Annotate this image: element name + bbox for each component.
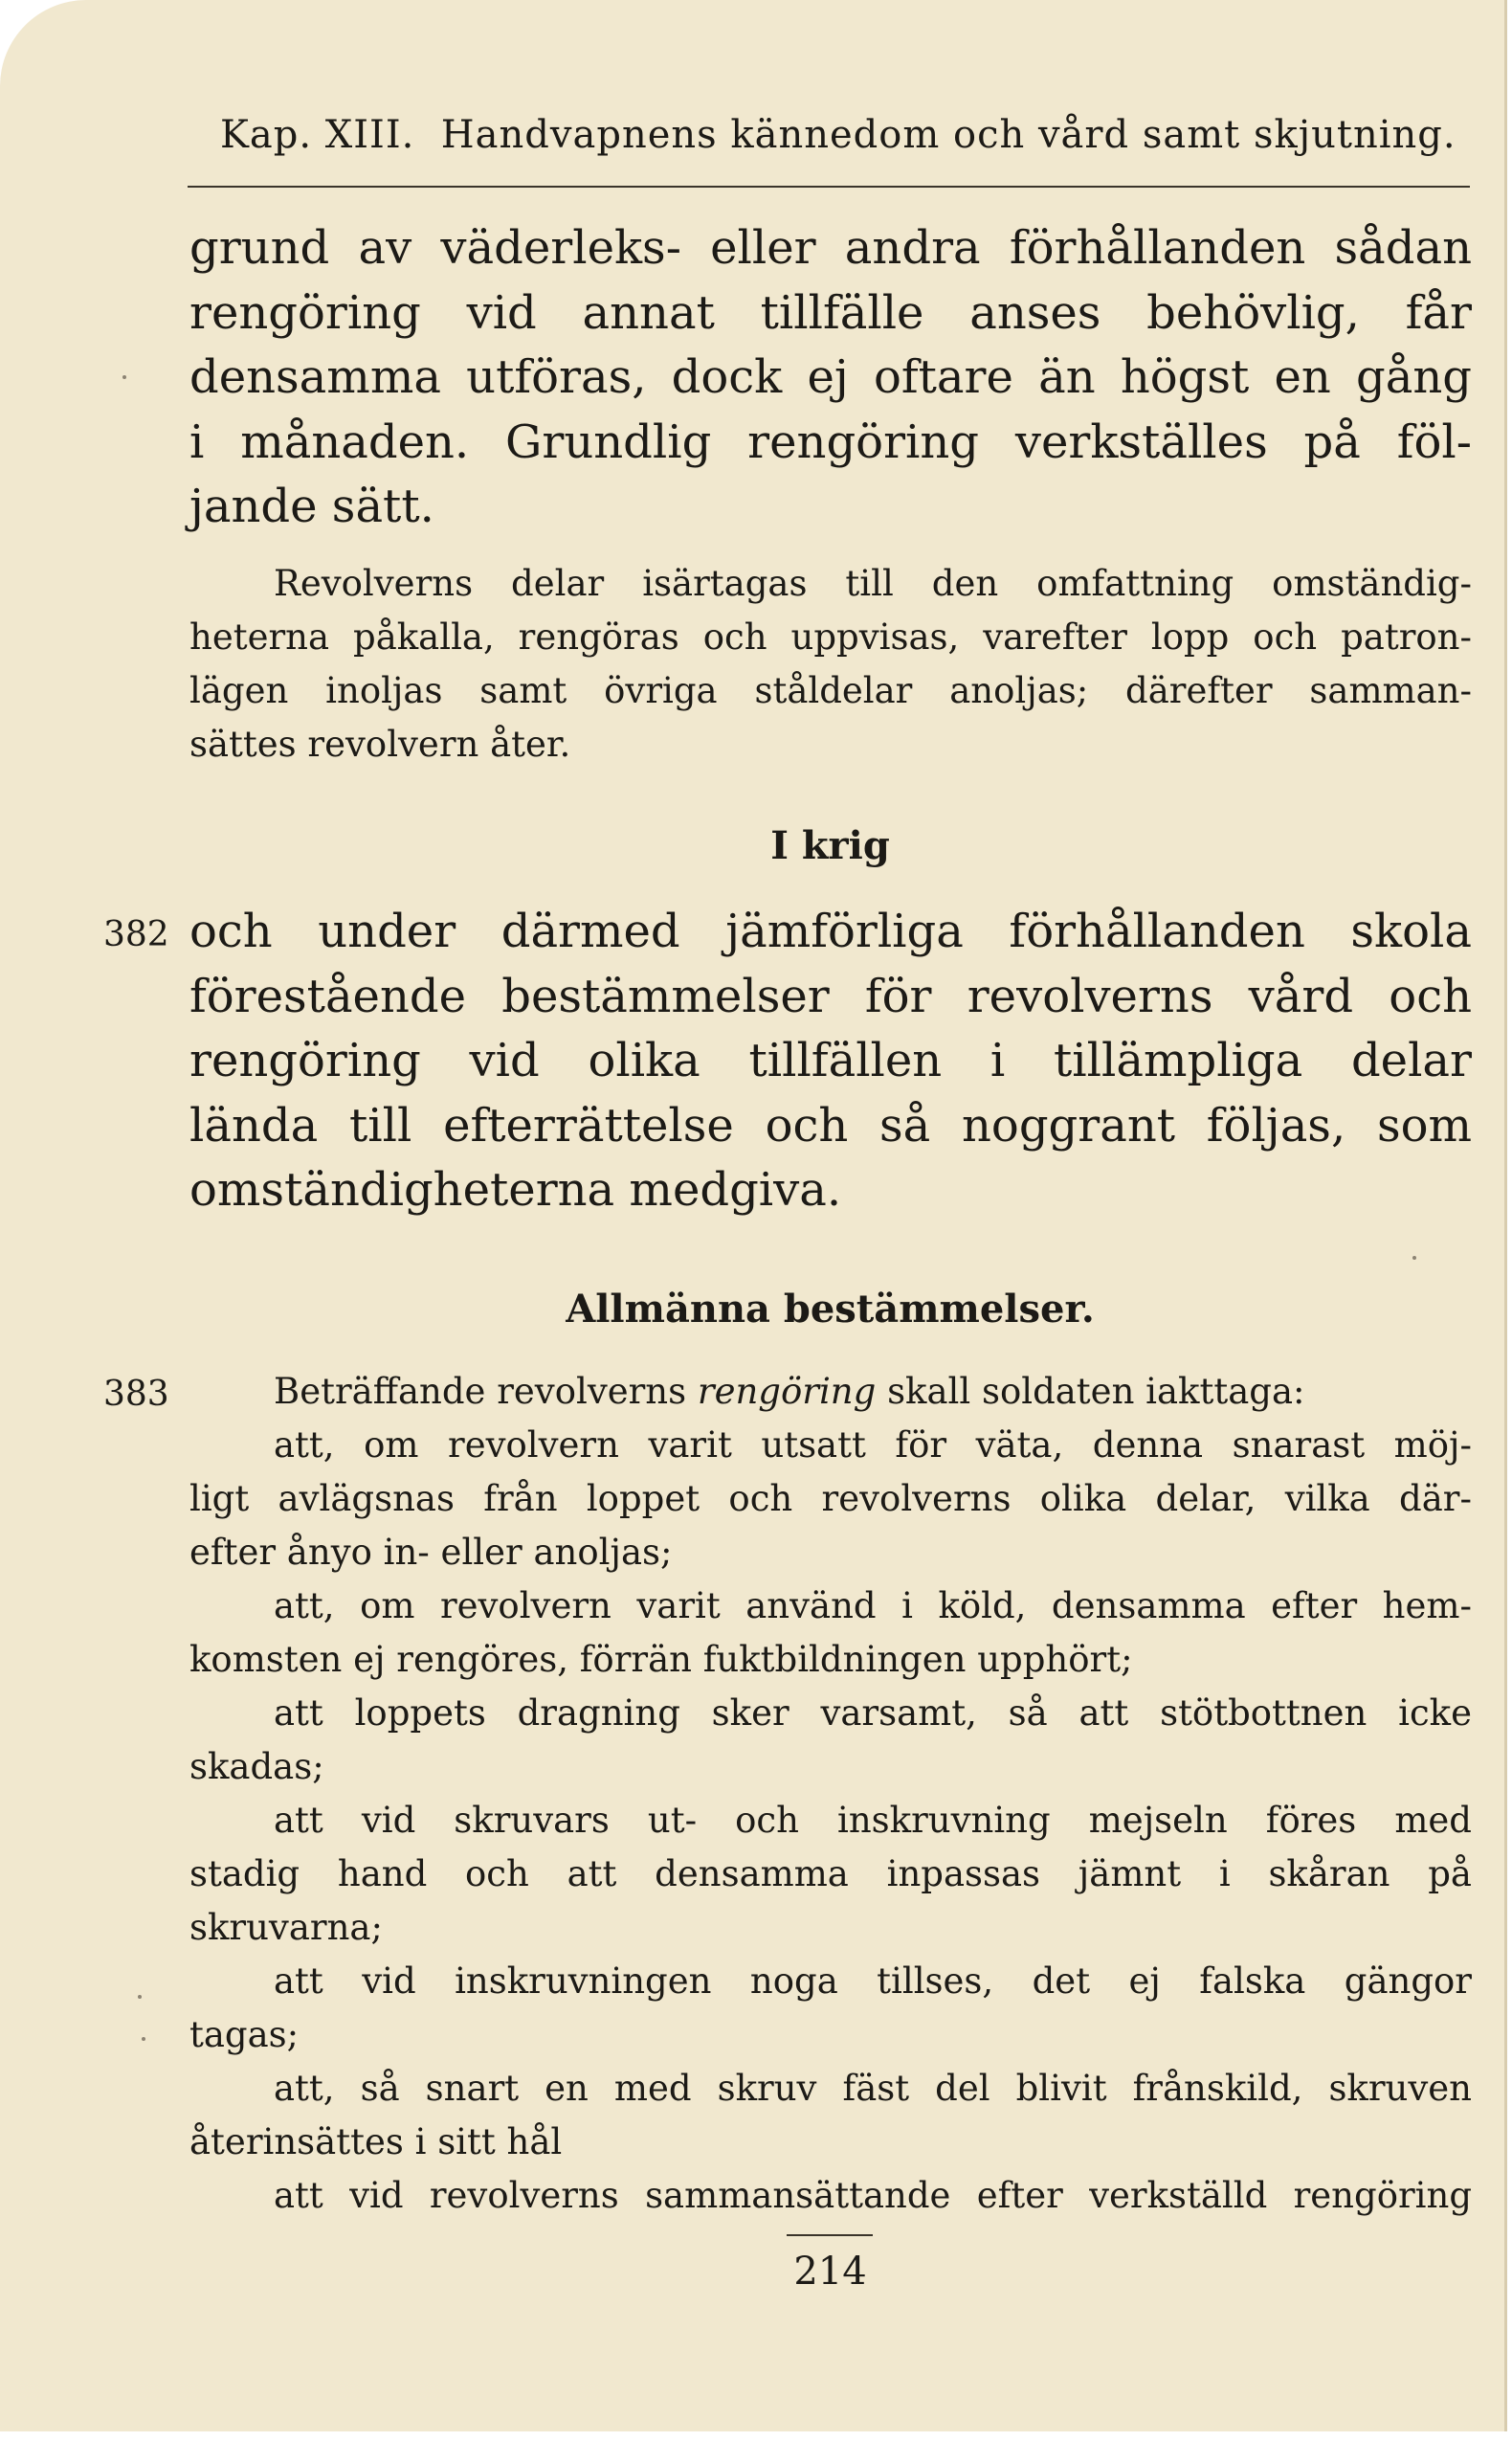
text-line: att vid inskruvningen noga tillses, det ej falska gängor [274, 1960, 1472, 2002]
rule-item [189, 1794, 1472, 1955]
section-heading-war: I krig [770, 823, 890, 868]
text-line: skruvarna; [189, 1907, 383, 1948]
text-line: Revolverns delar isärtagas till den omfattning omständig- [274, 563, 1472, 604]
text-line: tagas; [189, 2014, 300, 2055]
footer-rule [787, 2234, 873, 2236]
text-line: återinsättes i sitt hål [189, 2121, 563, 2162]
paper-speck [1412, 1256, 1416, 1260]
text-line: lända till efterrättelse och så noggrant följas, som [189, 1098, 1472, 1153]
rule-item [189, 1579, 1472, 1687]
general-rules-block [189, 1365, 1472, 2223]
page-number: 214 [793, 2250, 867, 2294]
text-line: ligt avlägsnas från loppet och revolverns olika delar, vilka där- [189, 1478, 1472, 1519]
rules-intro-emphasis: rengöring [697, 1371, 877, 1412]
intro-paragraph [189, 216, 1472, 540]
text-line: rengöring vid annat tillfälle anses behövlig, får [189, 285, 1472, 340]
text-line: rengöring vid olika tillfällen i tillämpliga delar [189, 1034, 1472, 1087]
text-line: att, om revolvern varit utsatt för väta, denna snarast möj- [274, 1424, 1472, 1466]
chapter-title: Handvapnens kännedom och vård samt skjutning. [440, 113, 1456, 157]
text-line: att vid skruvars ut- och inskruvning mejseln föres med [274, 1800, 1472, 1841]
text-line: jande sätt. [189, 480, 434, 533]
text-line: skadas; [189, 1746, 324, 1787]
rule-item [189, 1955, 1472, 2062]
text-line: omständigheterna medgiva. [189, 1163, 842, 1217]
rules-intro-text: skall soldaten iakttaga: [876, 1371, 1305, 1412]
rules-intro-line [189, 1365, 1472, 1419]
procedure-paragraph [189, 557, 1472, 772]
text-line: komsten ej rengöres, förrän fuktbildningen upphört; [189, 1639, 1133, 1680]
text-line: och under därmed jämförliga förhållanden skola [189, 905, 1472, 958]
header-rule [188, 186, 1470, 188]
paper-speck [142, 2037, 145, 2041]
paper-speck [138, 1995, 142, 1999]
section-number-383: 383 [103, 1375, 169, 1414]
text-line: densamma utföras, dock ej oftare än högst en gång [189, 350, 1472, 404]
section-number-382: 382 [103, 915, 169, 954]
text-line: att loppets dragning sker varsamt, så att stötbottnen icke [274, 1692, 1472, 1734]
rule-item [189, 2062, 1472, 2169]
paper-speck [122, 375, 126, 379]
text-line: i månaden. Grundlig rengöring verkställes på föl- [189, 414, 1472, 469]
text-line: grund av väderleks- eller andra förhållanden sådan [189, 221, 1472, 275]
text-line: att vid revolverns sammansättande efter verkställd rengöring [274, 2175, 1472, 2216]
text-line: förestående bestämmelser för revolverns vård och [189, 969, 1472, 1023]
text-line: sättes revolvern åter. [189, 724, 571, 765]
rules-intro-text: Beträffande revolverns [274, 1371, 698, 1412]
text-line: att, så snart en med skruv fäst del blivit frånskild, skruven [274, 2068, 1472, 2109]
running-header [220, 113, 1456, 157]
text-line: heterna påkalla, rengöras och uppvisas, varefter lopp och patron- [189, 616, 1472, 658]
text-line: att, om revolvern varit använd i köld, densamma efter hem- [274, 1585, 1472, 1626]
text-line: lägen inoljas samt övriga ståldelar anoljas; därefter samman- [189, 670, 1472, 711]
text-line: stadig hand och att densamma inpassas jämnt i skåran på [189, 1853, 1472, 1894]
rule-item [189, 1419, 1472, 1579]
war-paragraph [189, 900, 1472, 1223]
rule-item [189, 2169, 1472, 2223]
text-line: efter ånyo in- eller anoljas; [189, 1532, 673, 1573]
section-heading-general: Allmänna bestämmelser. [566, 1287, 1095, 1332]
rule-item [189, 1687, 1472, 1794]
chapter-label: Kap. XIII. [220, 113, 415, 157]
